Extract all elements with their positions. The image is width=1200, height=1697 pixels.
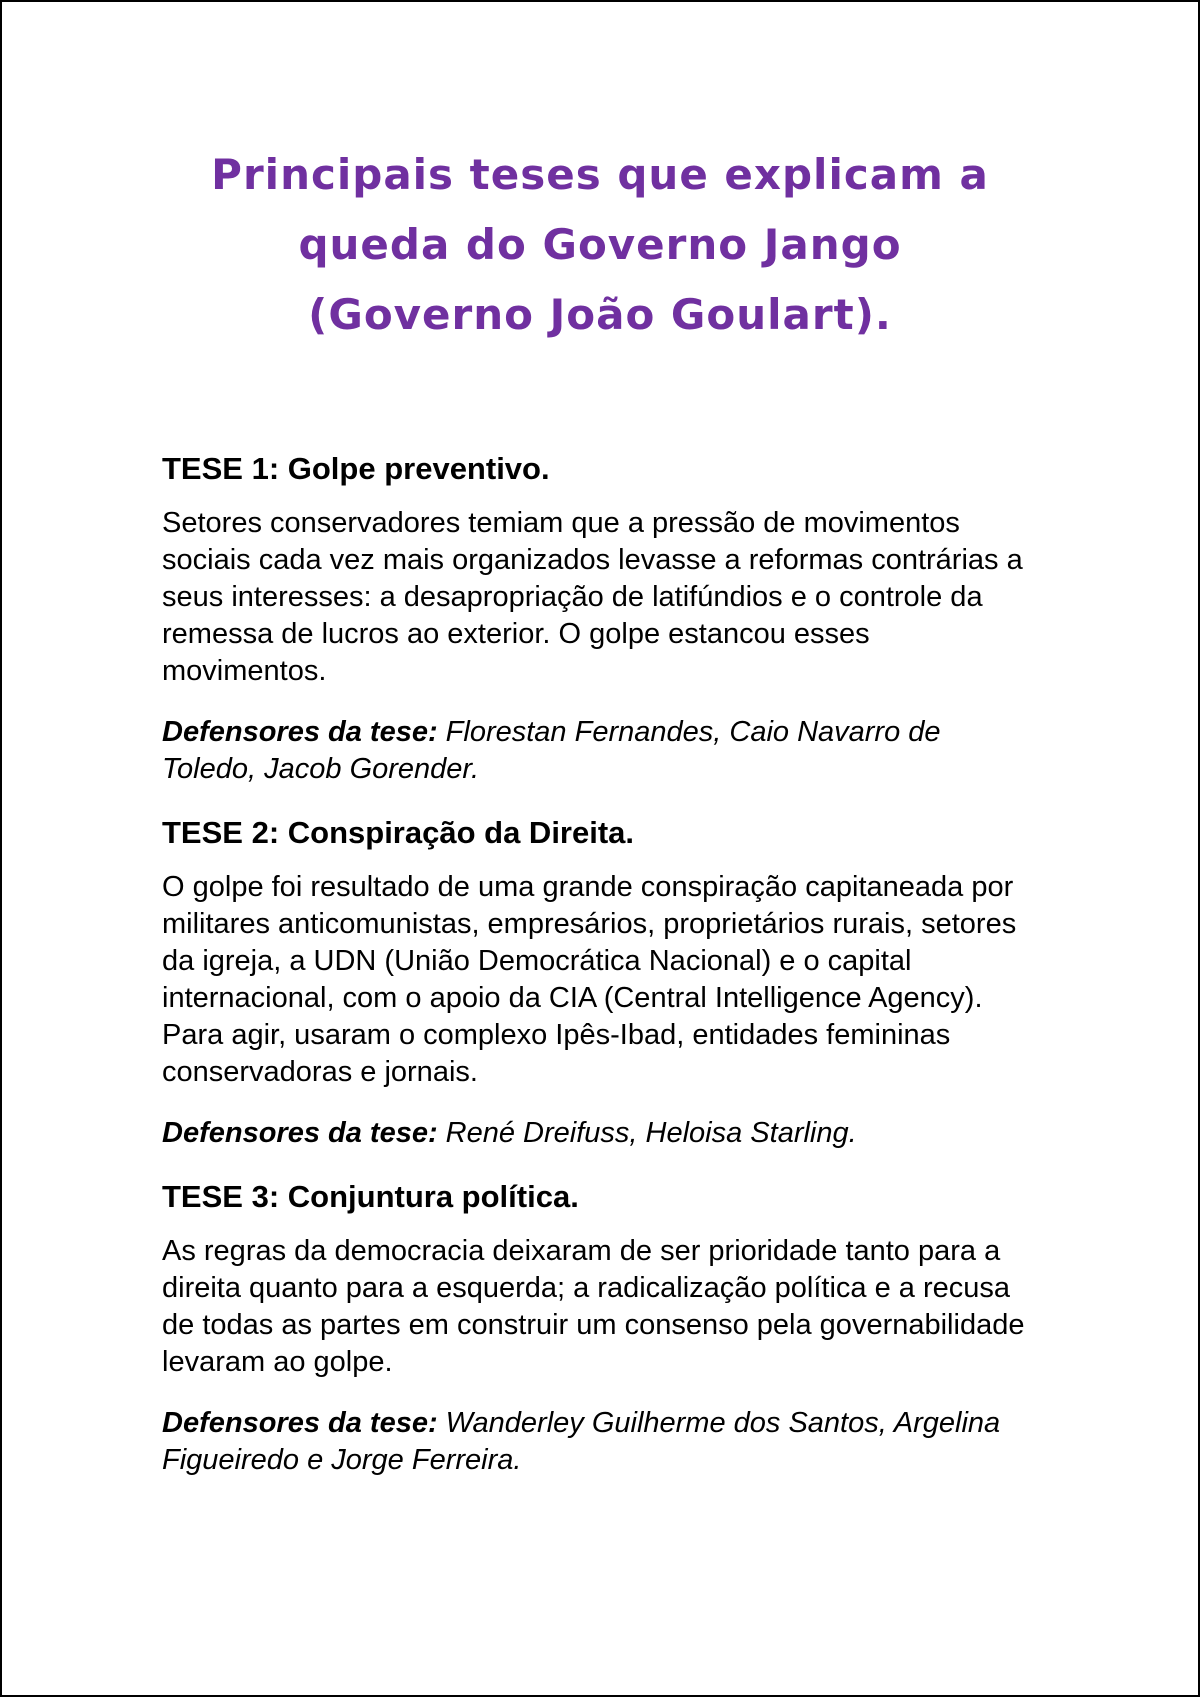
thesis-defenders-line xyxy=(162,1115,1042,1152)
defenders-label: Defensores da tese: xyxy=(162,716,446,748)
defenders-names: René Dreifuss, Heloisa Starling. xyxy=(445,1117,857,1149)
thesis-heading: TESE 1: Golpe preventivo. xyxy=(162,451,550,486)
thesis-heading: TESE 2: Conspiração da Direita. xyxy=(162,815,635,850)
thesis-heading: TESE 3: Conjuntura política. xyxy=(162,1179,579,1214)
defenders-label: Defensores da tese: xyxy=(162,1117,446,1149)
thesis-body-text: As regras da democracia deixaram de ser prioridade tanto para a direita quanto para a esquerda; a radicalização política e a recusa de todas as partes em construir um consenso pela governabilidade levaram ao golpe. xyxy=(162,1235,1025,1378)
thesis-defenders-line xyxy=(162,1405,1042,1479)
thesis-section xyxy=(162,814,1042,1152)
defenders-names: Wanderley Guilherme dos Santos, Argelina Figueiredo e Jorge Ferreira. xyxy=(162,1407,1001,1476)
thesis-body-text: Setores conservadores temiam que a pressão de movimentos sociais cada vez mais organizados levasse a reformas contrárias a seus interesses: a desapropriação de latifúndios e o controle da remessa de lucros ao exterior. O golpe estancou esses movimentos. xyxy=(162,507,1023,687)
defenders-label: Defensores da tese: xyxy=(162,1407,446,1439)
thesis-defenders-line xyxy=(162,714,1042,788)
defenders-names: Florestan Fernandes, Caio Navarro de Toledo, Jacob Gorender. xyxy=(162,716,941,785)
thesis-section xyxy=(162,1178,1042,1479)
thesis-section xyxy=(162,450,1042,788)
thesis-body-text: O golpe foi resultado de uma grande conspiração capitaneada por militares anticomunistas, empresários, proprietários rurais, setores da igreja, a UDN (União Democrática Nacional) e o capital internacional, com o apoio da CIA (Central Intelligence Agency). Para agir, usaram o complexo Ipês-Ibad, entidades femininas conservadoras e jornais. xyxy=(162,871,1017,1088)
page-title: Principais teses que explicam a queda do Governo Jango (Governo João Goulart). xyxy=(211,150,989,339)
document-content xyxy=(162,450,1042,1479)
